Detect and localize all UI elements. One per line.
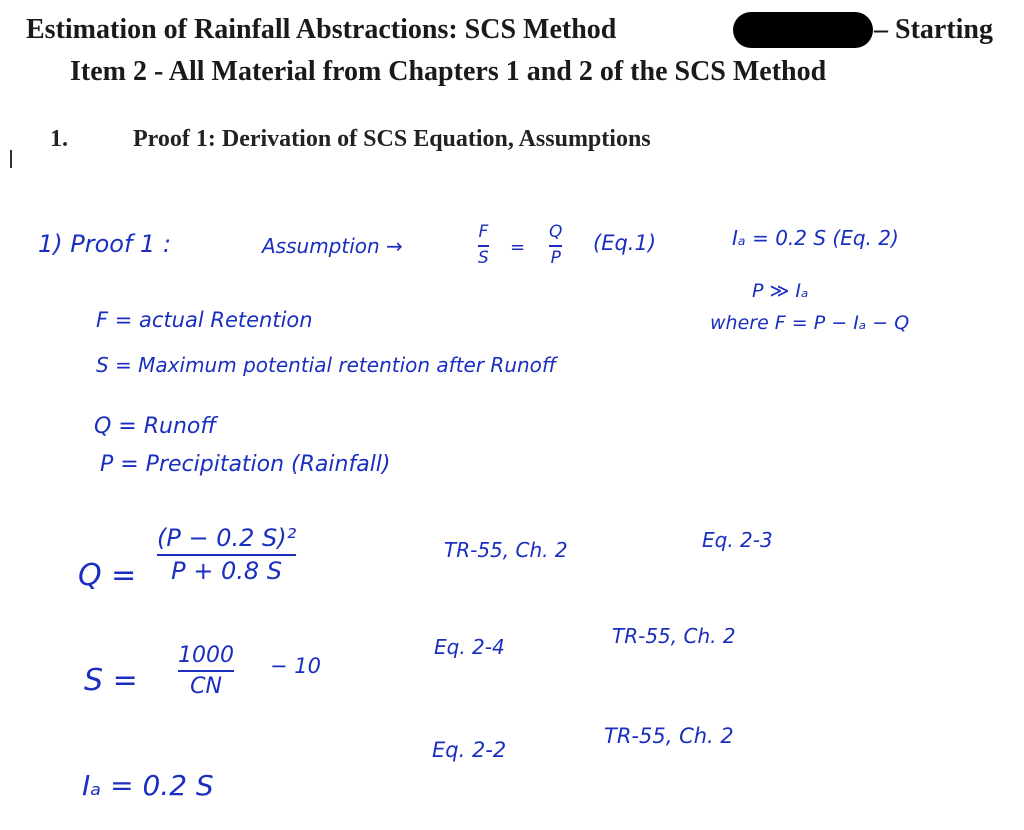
definition-Q: Q = Runoff xyxy=(94,414,217,439)
title-line2: Item 2 - All Material from Chapters 1 and 2 of the SCS Method xyxy=(70,56,827,87)
where-text: where F = P − Iₐ − Q xyxy=(710,312,910,334)
eq1-fraction-right xyxy=(549,224,562,268)
ia-eq-number: Eq. 2-2 xyxy=(432,738,507,762)
redaction-block xyxy=(733,12,873,48)
fraction-bar xyxy=(549,245,562,247)
eq1-left-numerator: F xyxy=(478,222,489,242)
item-number: 1. xyxy=(50,126,68,152)
q-eq-number: Eq. 2-3 xyxy=(702,528,773,552)
title-line1-right: – Starting xyxy=(874,14,993,45)
proof-label: 1) Proof 1 : xyxy=(38,230,172,258)
eq1-right-numerator: Q xyxy=(549,222,563,242)
fraction-bar xyxy=(157,554,296,556)
s-reference: TR-55, Ch. 2 xyxy=(612,624,736,648)
q-equation-lhs: Q = xyxy=(78,558,137,593)
eq1-right-denominator: P xyxy=(550,247,561,268)
eq1-tag: (Eq.1) xyxy=(593,231,657,255)
margin-mark xyxy=(10,150,12,168)
q-denominator: P + 0.8 S xyxy=(171,557,283,586)
s-equation-fraction xyxy=(178,644,234,698)
fraction-bar xyxy=(478,245,489,247)
s-numerator: 1000 xyxy=(178,643,234,668)
eq1-equals: = xyxy=(510,237,526,258)
ia-equation: Iₐ = 0.2 S xyxy=(82,769,214,802)
fraction-bar xyxy=(178,670,234,672)
q-numerator: (P − 0.2 S)² xyxy=(157,524,297,552)
item-heading: Proof 1: Derivation of SCS Equation, Assumptions xyxy=(133,126,651,152)
q-reference: TR-55, Ch. 2 xyxy=(444,538,568,562)
s-eq-number: Eq. 2-4 xyxy=(434,635,505,659)
definition-P: P = Precipitation (Rainfall) xyxy=(100,452,391,477)
eq2-text: Iₐ = 0.2 S (Eq. 2) xyxy=(732,226,899,250)
definition-S: S = Maximum potential retention after Runoff xyxy=(96,353,557,377)
s-tail: − 10 xyxy=(270,654,321,678)
eq1-left-denominator: S xyxy=(478,247,489,268)
q-equation-fraction xyxy=(157,526,296,584)
eq1-fraction-left xyxy=(478,224,489,268)
condition-text: P ≫ Iₐ xyxy=(752,280,809,302)
s-denominator: CN xyxy=(190,674,222,700)
assumption-label: Assumption → xyxy=(262,234,403,258)
definition-F: F = actual Retention xyxy=(96,308,313,332)
s-equation-lhs: S = xyxy=(84,663,138,698)
title-line1-left: Estimation of Rainfall Abstractions: SCS Method xyxy=(26,14,617,45)
ia-reference: TR-55, Ch. 2 xyxy=(604,724,734,748)
